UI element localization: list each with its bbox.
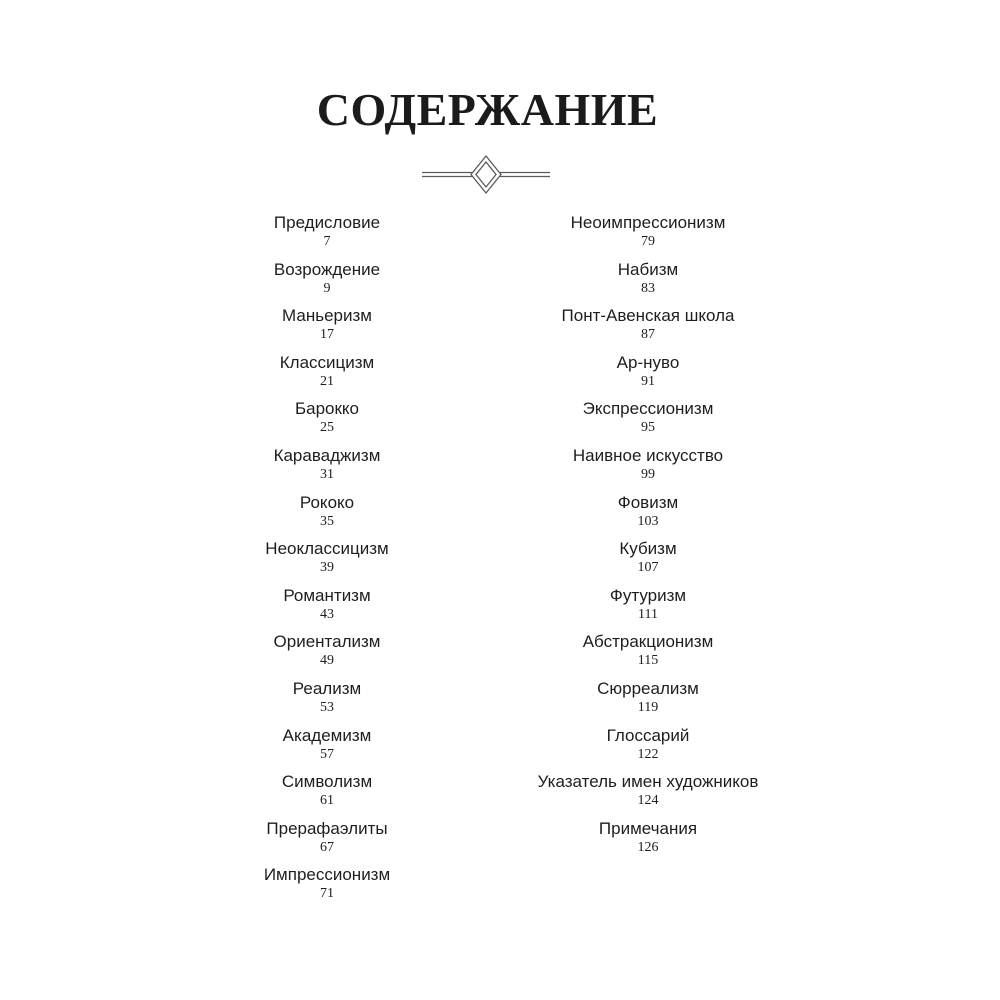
toc-entry-title: Футуризм [609, 585, 687, 605]
toc-entry-title: Академизм [282, 725, 372, 745]
toc-entry-page: 107 [637, 560, 659, 576]
toc-entry-title: Примечания [598, 818, 698, 838]
toc-entry [518, 771, 778, 818]
toc-entry-title: Импрессионизм [263, 865, 391, 885]
toc-entry [217, 352, 437, 399]
toc-entry-title: Символизм [281, 772, 373, 792]
toc-entry [217, 678, 437, 725]
toc-entry [518, 818, 778, 865]
toc-entry-page: 39 [320, 560, 334, 576]
toc-entry [518, 398, 778, 445]
toc-entry-title: Сюрреализм [597, 678, 699, 698]
toc-entry-title: Экспрессионизм [582, 399, 714, 419]
toc-entry-page: 115 [637, 653, 659, 669]
toc-entry-title: Реализм [292, 678, 362, 698]
toc-entry-page: 9 [323, 280, 331, 296]
toc-entry-page: 103 [637, 513, 659, 529]
toc-entry [217, 818, 437, 865]
toc-entry [518, 538, 778, 585]
toc-entry-title: Классицизм [279, 352, 375, 372]
toc-entry [217, 771, 437, 818]
toc-entry [518, 352, 778, 399]
toc-entry-page: 79 [641, 234, 655, 249]
toc-entry [518, 492, 778, 539]
toc-entry-page: 61 [320, 793, 334, 809]
toc-entry [518, 212, 778, 259]
toc-entry-page: 83 [641, 280, 655, 296]
toc-column-right [518, 212, 778, 864]
toc-entry-title: Ар-нуво [616, 352, 680, 372]
toc-entry-page: 122 [637, 746, 659, 762]
toc-entry-page: 119 [637, 699, 659, 715]
toc-entry-title: Рококо [299, 492, 355, 512]
toc-entry-page: 124 [637, 793, 659, 809]
toc-entry-title: Барокко [294, 399, 360, 419]
toc-entry [518, 305, 778, 352]
toc-entry [518, 445, 778, 492]
toc-entry-page: 126 [637, 839, 659, 855]
toc-entry [518, 259, 778, 306]
toc-entry-page: 31 [320, 466, 334, 482]
toc-entry-page: 87 [641, 327, 655, 343]
toc-entry-title: Возрождение [273, 259, 381, 279]
toc-entry-page: 91 [641, 373, 655, 389]
toc-entry-page: 57 [320, 746, 334, 762]
toc-entry-page: 99 [641, 466, 655, 482]
toc-entry-title: Абстракционизм [582, 632, 714, 652]
toc-column-left [217, 212, 437, 911]
toc-entry-title: Романтизм [283, 585, 371, 605]
toc-entry-title: Фовизм [617, 492, 679, 512]
toc-entry-page: 67 [320, 839, 334, 855]
toc-entry [217, 585, 437, 632]
toc-entry-title: Глоссарий [606, 725, 690, 745]
toc-entry-title: Неоклассицизм [265, 539, 389, 559]
toc-entry-page: 49 [320, 653, 334, 669]
toc-entry-title: Караваджизм [273, 445, 381, 465]
toc-entry-title: Понт-Авенская школа [561, 306, 735, 326]
toc-entry-title: Наивное искусство [572, 445, 724, 465]
toc-entry [217, 259, 437, 306]
toc-entry [518, 678, 778, 725]
toc-entry-page: 71 [320, 886, 334, 902]
toc-entry-title: Прерафаэлиты [266, 818, 388, 838]
toc-entry [518, 585, 778, 632]
toc-entry [217, 864, 437, 911]
toc-entry-page: 25 [320, 420, 334, 436]
toc-entry-page: 95 [641, 420, 655, 436]
toc-entry-page: 111 [638, 606, 658, 622]
toc-entry-page: 35 [320, 513, 334, 529]
toc-entry [217, 492, 437, 539]
toc-entry-page: 43 [320, 606, 334, 622]
toc-entry [217, 725, 437, 772]
toc-entry-title: Указатель имен художников [537, 772, 759, 792]
toc-entry [217, 445, 437, 492]
toc-entry [217, 305, 437, 352]
toc-entry-page: 53 [320, 699, 334, 715]
toc-entry-title: Кубизм [619, 539, 677, 559]
page-title: СОДЕРЖАНИЕ [316, 84, 659, 135]
toc-entry-title: Неоимпрессионизм [570, 213, 726, 232]
toc-entry-title: Набизм [617, 259, 679, 279]
toc-entry [217, 398, 437, 445]
toc-entry-page: 17 [320, 327, 334, 343]
toc-entry [217, 631, 437, 678]
toc-entry [217, 538, 437, 585]
toc-entry-page: 21 [320, 373, 334, 389]
toc-entry [518, 725, 778, 772]
toc-entry-title: Ориентализм [273, 632, 381, 652]
toc-entry [518, 631, 778, 678]
toc-entry-title: Маньеризм [282, 306, 372, 326]
toc-entry-page: 7 [323, 234, 331, 249]
toc-entry-title: Предисловие [273, 213, 381, 232]
toc-entry [217, 212, 437, 259]
diamond-divider-icon [420, 154, 552, 196]
